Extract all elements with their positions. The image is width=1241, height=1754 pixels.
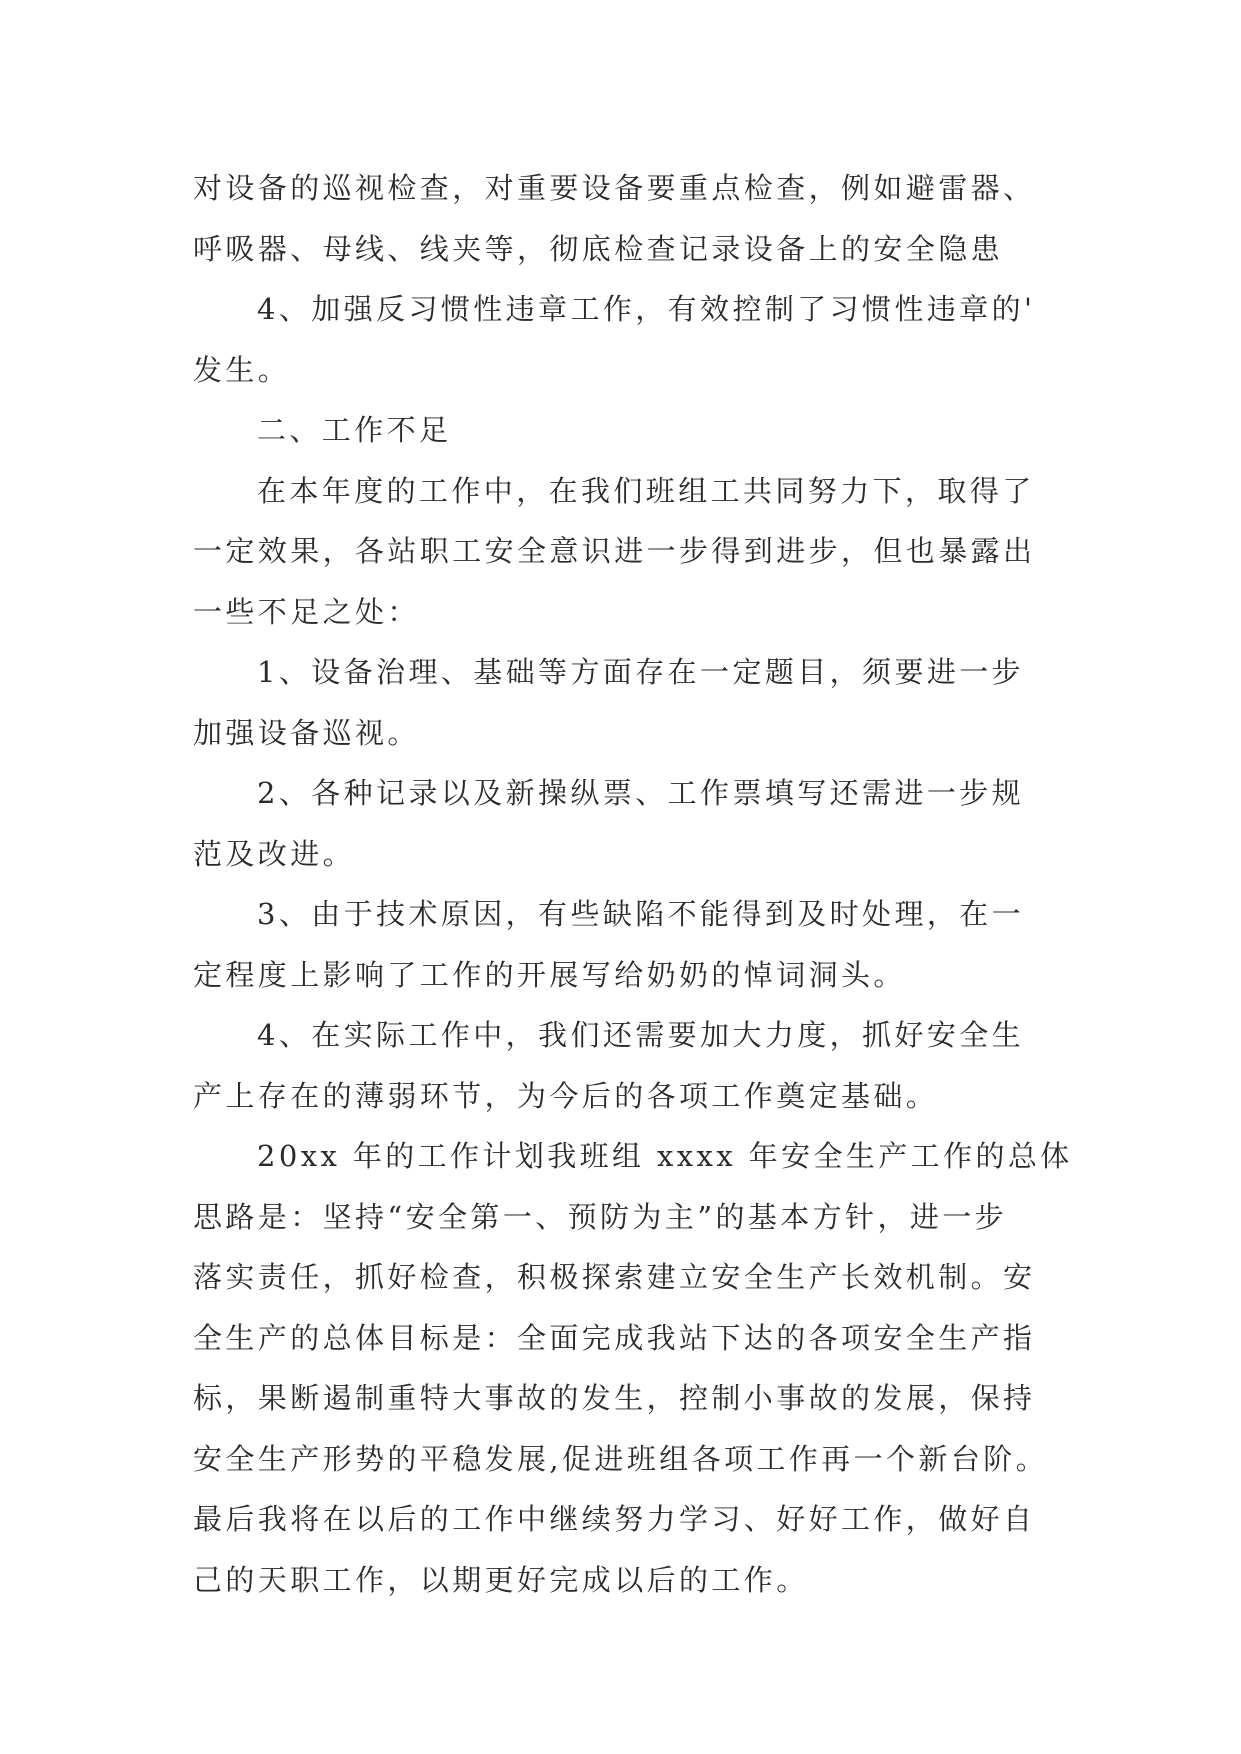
text-line: 标，果断遏制重特大事故的发生，控制小事故的发展，保持 (193, 1381, 1036, 1415)
text-line: 最后我将在以后的工作中继续努力学习、好好工作，做好自 (193, 1502, 1036, 1536)
text-line: 思路是：坚持“安全第一、预防为主”的基本方针，进一步 (193, 1199, 1008, 1234)
text-line: 在本年度的工作中，在我们班组工共同努力下，取得了 (257, 473, 1035, 508)
text-line: 产上存在的薄弱环节，为今后的各项工作奠定基础。 (193, 1078, 939, 1113)
text-line: 加强设备巡视。 (193, 715, 420, 750)
list-item-line: 4、在实际工作中，我们还需要加大力度，抓好安全生 (257, 1018, 1025, 1052)
text-line: 定程度上影响了工作的开展写给奶奶的悼词洞头。 (193, 957, 906, 992)
text-line: 20xx 年的工作计划我班组 xxxx 年安全生产工作的总体 (257, 1139, 1073, 1173)
text-line: 发生。 (193, 352, 291, 387)
section-heading: 二、工作不足 (257, 413, 452, 447)
text-line: 己的天职工作，以期更好完成以后的工作。 (193, 1562, 809, 1597)
list-item-line: 2、各种记录以及新操纵票、工作票填写还需进一步规 (257, 776, 1025, 810)
list-item-line: 3、由于技术原因，有些缺陷不能得到及时处理，在一 (257, 897, 1025, 931)
text-line: 一些不足之处： (193, 594, 420, 629)
text-line: 全生产的总体目标是：全面完成我站下达的各项安全生产指 (193, 1320, 1036, 1355)
text-line: 安全生产形势的平稳发展,促进班组各项工作再一个新台阶。 (193, 1441, 1049, 1476)
text-line: 范及改进。 (193, 836, 356, 871)
list-item-line: 1、设备治理、基础等方面存在一定题目，须要进一步 (257, 655, 1025, 689)
text-line: 落实责任，抓好检查，积极探索建立安全生产长效机制。安 (193, 1260, 1036, 1294)
text-line: 呼吸器、母线、线夹等，彻底检查记录设备上的安全隐患 (193, 231, 1004, 266)
text-line: 对设备的巡视检查，对重要设备要重点检查，例如避雷器、 (193, 171, 1036, 205)
text-line: 4、加强反习惯性违章工作，有效控制了习惯性违章的' (257, 292, 1036, 326)
text-line: 一定效果，各站职工安全意识进一步得到进步，但也暴露出 (193, 534, 1036, 568)
document-body (193, 158, 1073, 1610)
